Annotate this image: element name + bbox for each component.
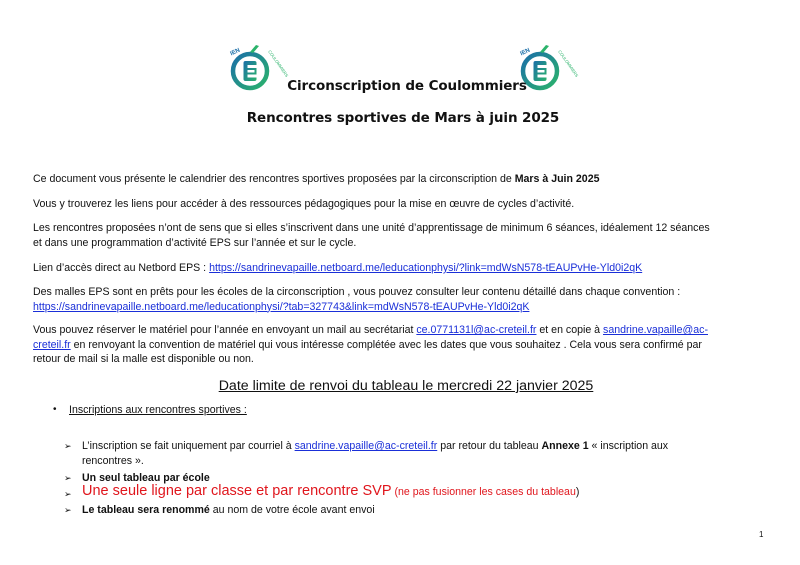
arrow-bullet-icon: ➢ [64,505,72,515]
reservation-text: retour de mail si la malle est disponible ou non. [33,353,254,365]
inscription-item-4 [64,503,762,518]
deadline-heading: Date limite de renvoi du tableau le mercredi 22 janvier 2025 [218,378,594,394]
arrow-bullet-icon: ➢ [64,473,72,483]
intro-paragraph-2: Vous y trouverez les liens pour accéder à des ressources pédagogiques pour la mise en œuvre de cycles d’activité. [33,198,575,210]
inscriptions-heading: Inscriptions aux rencontres sportives : [69,404,247,416]
paragraph-line: Les rencontres proposées n’ont de sens que si elles s’inscrivent dans une unité d’apprentissage de minimum 6 séances, idéalement 12 séances [33,222,710,234]
page-number: 1 [759,530,764,539]
malles-paragraph [33,285,773,314]
warning-note: (ne pas fusionner les cases du tableau [391,486,576,498]
logo-ien-text: IEN [229,47,242,58]
reservation-text: en renvoyant la convention de matériel qui vous intéresse complétée avec les dates que vous souhaitez . Cela vous sera confirmé par [70,338,702,351]
reservation-text: et en copie à [536,324,604,336]
bullet-icon: • [53,404,57,415]
item-text: par retour du tableau [437,440,542,452]
paragraph-line: et dans une programmation d’activité EPS sur l’année et sur le cycle. [33,236,357,249]
item-text: au nom de votre école avant envoi [209,504,375,516]
logo-ien-text: IEN [519,47,532,58]
warning-text: Une seule ligne par classe et par rencontre SVP [82,483,392,499]
netboard-paragraph [33,261,773,276]
item-text: Un seul tableau par école [82,472,210,484]
cpc-email-link-part2[interactable]: creteil.fr [33,338,71,351]
item-bold-text: Le tableau sera renommé [82,504,210,516]
document-subtitle: Rencontres sportives de Mars à juin 2025 [246,110,560,126]
arrow-bullet-icon: ➢ [64,489,72,499]
reservation-paragraph [33,323,773,367]
secretariat-email-link[interactable]: ce.0771131l@ac-creteil.fr [416,324,537,336]
intro-paragraph-3 [33,221,773,250]
inscription-email-link[interactable]: sandrine.vapaille@ac-creteil.fr [294,440,438,452]
intro-text: Ce document vous présente le calendrier des rencontres sportives proposées par la circonscription de [33,173,515,185]
inscription-item-1 [64,439,762,468]
netboard-link[interactable]: https://sandrinevapaille.netboard.me/leducationphysi/?link=mdWsN578-tEAUPvHe-Yld0i2qK [209,262,643,274]
netboard-label: Lien d’accès direct au Netbord EPS : [33,262,210,274]
reservation-text: Vous pouvez réserver le matériel pour l’année en envoyant un mail au secrétariat [33,324,417,336]
item-text: L’inscription se fait uniquement par courriel à [82,440,295,452]
item-text: « inscription aux [588,440,669,452]
arrow-bullet-icon: ➢ [64,441,72,451]
malles-convention-link[interactable]: https://sandrinevapaille.netboard.me/leducationphysi/?tab=327743&link=mdWsN578-tEAUPvHe-Yld0i2qK [33,300,530,313]
cpc-email-link-part1[interactable]: sandrine.vapaille@ac- [603,324,708,336]
logo-coulommiers-text: COULOMMIERS [557,49,580,78]
document-title: Circonscription de Coulommiers [287,78,527,94]
item-text: ) [575,486,580,498]
logo-coulommiers-text: COULOMMIERS [267,49,290,78]
item-text: rencontres ». [82,454,144,467]
inscription-item-3 [64,483,762,500]
paragraph-line: Des malles EPS sont en prêts pour les écoles de la circonscription , vous pouvez consulter leur contenu détaillé dans chaque convention : [33,286,681,298]
period-highlight: Mars à Juin 2025 [514,173,600,185]
annexe-label: Annexe 1 [541,440,589,452]
intro-paragraph-1 [33,172,773,187]
